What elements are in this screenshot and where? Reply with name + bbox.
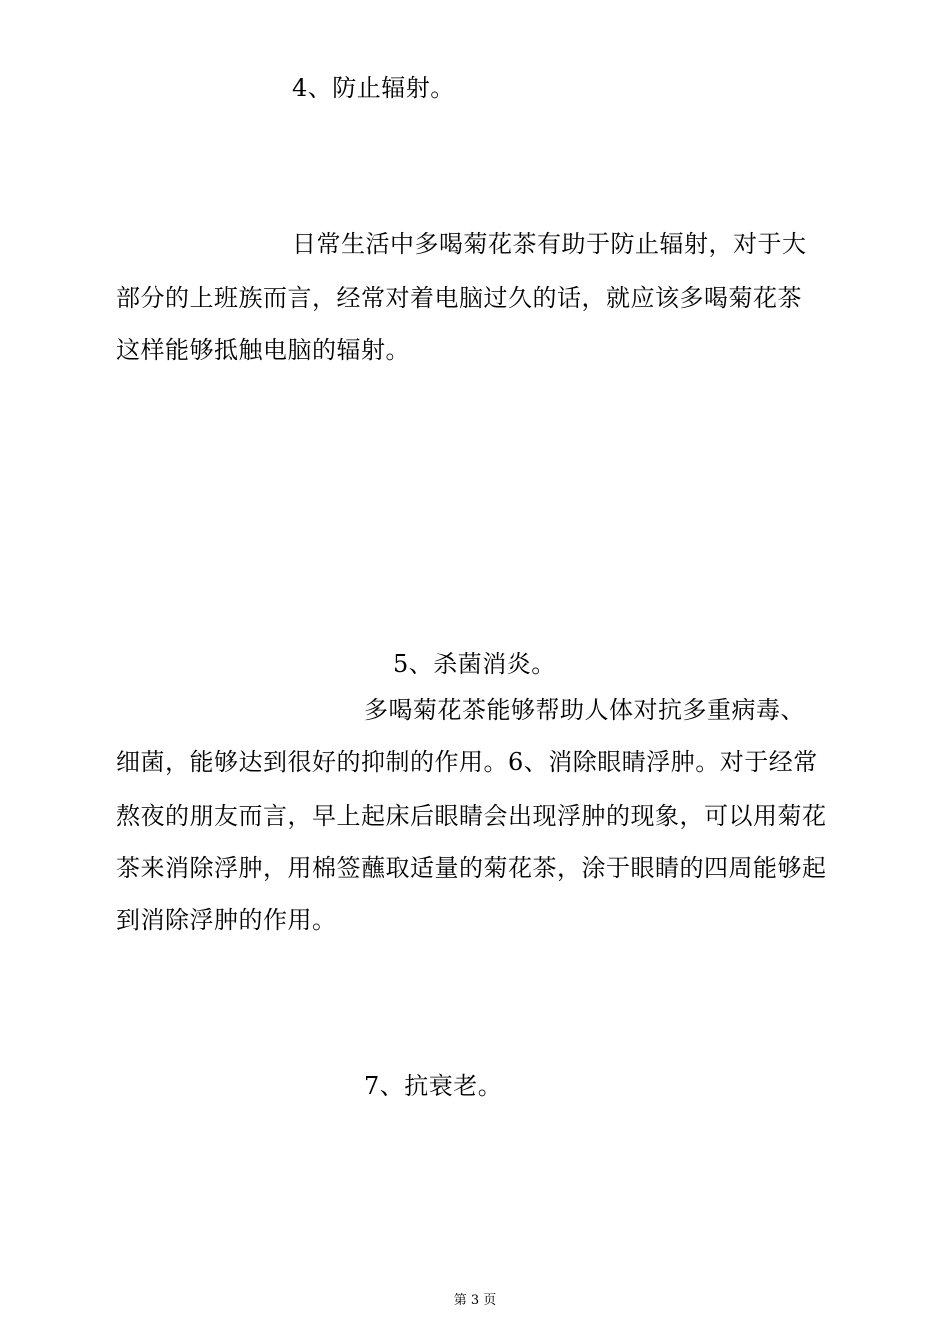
paragraph-line: 到消除浮肿的作用。 (116, 906, 337, 934)
paragraph-line: 多喝菊花茶能够帮助人体对抗多重病毒、 (364, 696, 805, 724)
paragraph-line: 细菌，能够达到很好的抑制的作用。6、消除眼睛浮肿。对于经常 (116, 748, 818, 776)
section-heading-7: 7、抗衰老。 (364, 1072, 503, 1100)
paragraph-line: 熬夜的朋友而言，早上起床后眼睛会出现浮肿的现象，可以用菊花 (116, 802, 827, 830)
page-number: 第 3 页 (453, 1293, 497, 1308)
paragraph-line: 日常生活中多喝菊花茶有助于防止辐射，对于大 (292, 230, 807, 258)
paragraph-line: 这样能够抵触电脑的辐射。 (116, 336, 410, 364)
section-heading-5: 5、杀菌消炎。 (393, 650, 556, 678)
paragraph-line: 茶来消除浮肿，用棉签蘸取适量的菊花茶，涂于眼睛的四周能够起 (116, 854, 827, 882)
section-heading-4: 4、防止辐射。 (292, 74, 455, 102)
paragraph-line: 部分的上班族而言，经常对着电脑过久的话，就应该多喝菊花茶 (116, 284, 802, 312)
